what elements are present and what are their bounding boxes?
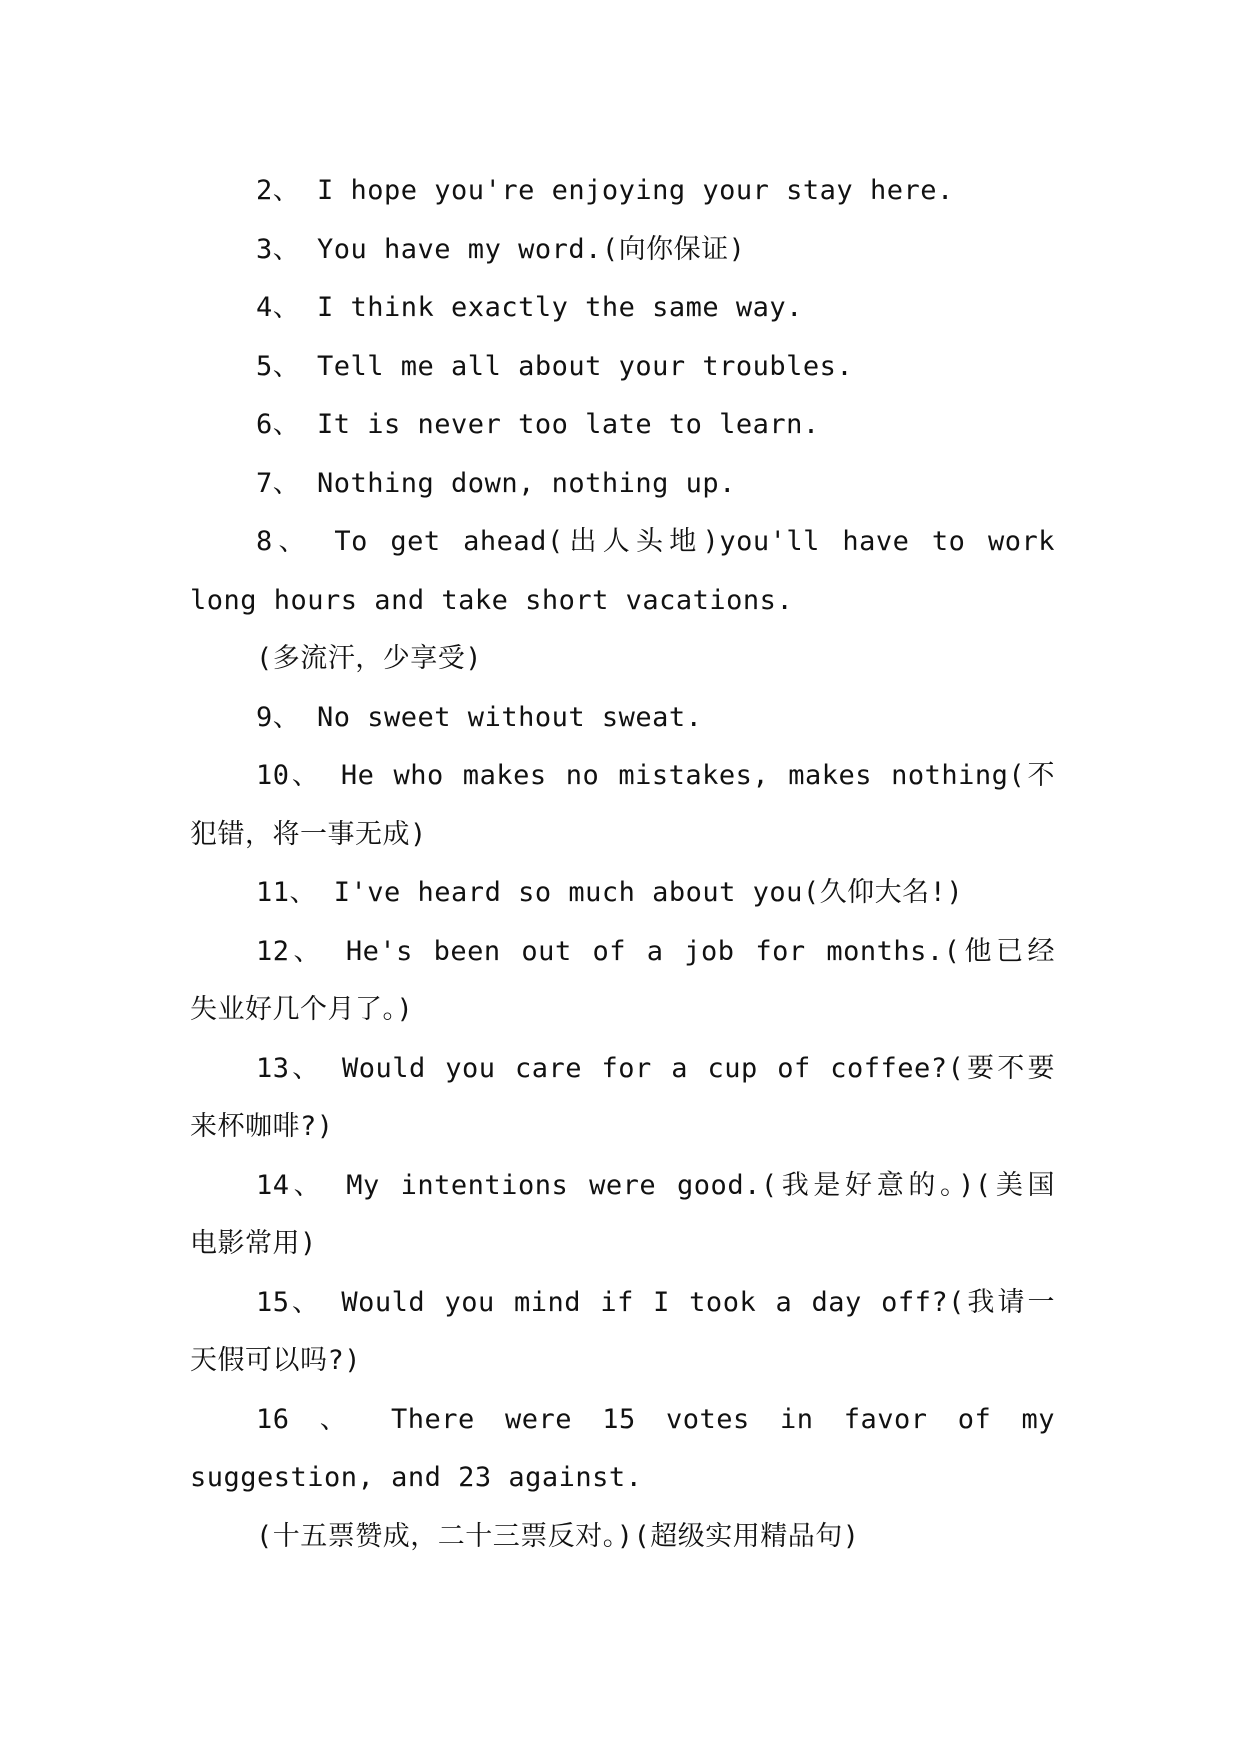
text-line: 天假可以吗?) bbox=[190, 1345, 362, 1376]
text-line: 6、 It is never too late to learn. bbox=[256, 409, 820, 440]
text-line: 犯错，将一事无成) bbox=[190, 818, 427, 850]
text-line: 16 、 There were 15 votes in favor of my bbox=[256, 1403, 1055, 1435]
text-line: 来杯咖啡?) bbox=[190, 1111, 334, 1142]
document-body bbox=[190, 162, 1055, 1566]
text-line: (多流汗，少享受) bbox=[256, 643, 483, 674]
text-line: 7、 Nothing down, nothing up. bbox=[256, 467, 736, 499]
text-line: 8、 To get ahead(出人头地)you'll have to work bbox=[256, 526, 1055, 557]
text-line: 12、 He's been out of a job for months.(他已经 bbox=[256, 935, 1055, 967]
text-line: 电影常用) bbox=[190, 1228, 317, 1259]
text-line: 15、 Would you mind if I took a day off?(我请一 bbox=[256, 1286, 1055, 1318]
text-line: long hours and take short vacations. bbox=[190, 584, 794, 616]
text-line: 10、 He who makes no mistakes, makes nothing(不 bbox=[256, 760, 1055, 791]
text-line: 13、 Would you care for a cup of coffee?(要不要 bbox=[256, 1052, 1055, 1084]
text-line: 9、 No sweet without sweat. bbox=[256, 701, 703, 733]
text-line: 5、 Tell me all about your troubles. bbox=[256, 350, 854, 382]
text-line: 失业好几个月了。) bbox=[190, 994, 414, 1025]
text-line: 14、 My intentions were good.(我是好意的。)(美国 bbox=[256, 1169, 1055, 1201]
text-line: 4、 I think exactly the same way. bbox=[256, 292, 803, 323]
text-line: 3、 You have my word.(向你保证) bbox=[256, 233, 746, 265]
text-line: 2、 I hope you're enjoying your stay here. bbox=[256, 175, 954, 206]
text-line: suggestion, and 23 against. bbox=[190, 1462, 643, 1493]
text-line: 11、 I've heard so much about you(久仰大名!) bbox=[256, 877, 964, 908]
text-line: (十五票赞成，二十三票反对。)(超级实用精品句) bbox=[256, 1520, 860, 1552]
